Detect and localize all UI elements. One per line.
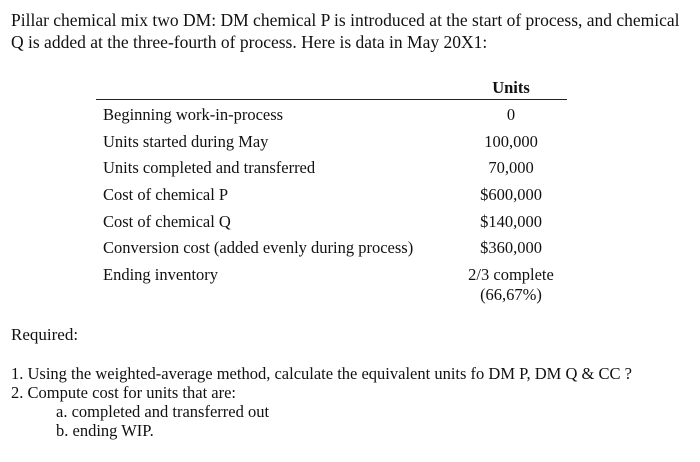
question-1: 1. Using the weighted-average method, calculate the equivalent units fo DM P, DM Q & CC ? xyxy=(11,364,632,383)
row-label: Beginning work-in-process xyxy=(103,105,284,124)
table-row xyxy=(0,185,700,211)
row-label: Units started during May xyxy=(103,132,269,151)
row-value: 0 xyxy=(506,105,516,124)
header-rule xyxy=(96,99,567,100)
ending-inventory-completion: 2/3 complete xyxy=(468,265,554,284)
table-row xyxy=(0,238,700,264)
table-row xyxy=(0,132,700,158)
question-2a: a. completed and transferred out xyxy=(56,402,270,421)
ending-inventory-percent: (66,67%) xyxy=(480,285,542,304)
row-value: 100,000 xyxy=(484,132,538,151)
required-heading: Required: xyxy=(11,325,79,344)
row-value: $360,000 xyxy=(480,238,542,257)
row-value: $600,000 xyxy=(480,185,542,204)
row-label: Cost of chemical P xyxy=(103,185,229,204)
question-2: 2. Compute cost for units that are: xyxy=(11,383,236,402)
row-value xyxy=(446,265,576,305)
question-2b: b. ending WIP. xyxy=(56,421,154,440)
row-label: Ending inventory xyxy=(103,265,219,284)
questions-list xyxy=(11,364,632,440)
table-row xyxy=(0,212,700,238)
table-row xyxy=(0,105,700,131)
problem-intro: Pillar chemical mix two DM: DM chemical P is introduced at the start of process, and chemical Q is added at the three-fourth of process. Here is data in May 20X1: xyxy=(11,10,680,52)
table-row xyxy=(0,265,700,309)
row-value: 70,000 xyxy=(488,158,534,177)
row-label: Cost of chemical Q xyxy=(103,212,231,231)
row-label: Units completed and transferred xyxy=(103,158,316,177)
row-label: Conversion cost (added evenly during process) xyxy=(103,238,414,257)
units-column-header: Units xyxy=(492,78,530,97)
row-value: $140,000 xyxy=(480,212,542,231)
table-row xyxy=(0,158,700,184)
